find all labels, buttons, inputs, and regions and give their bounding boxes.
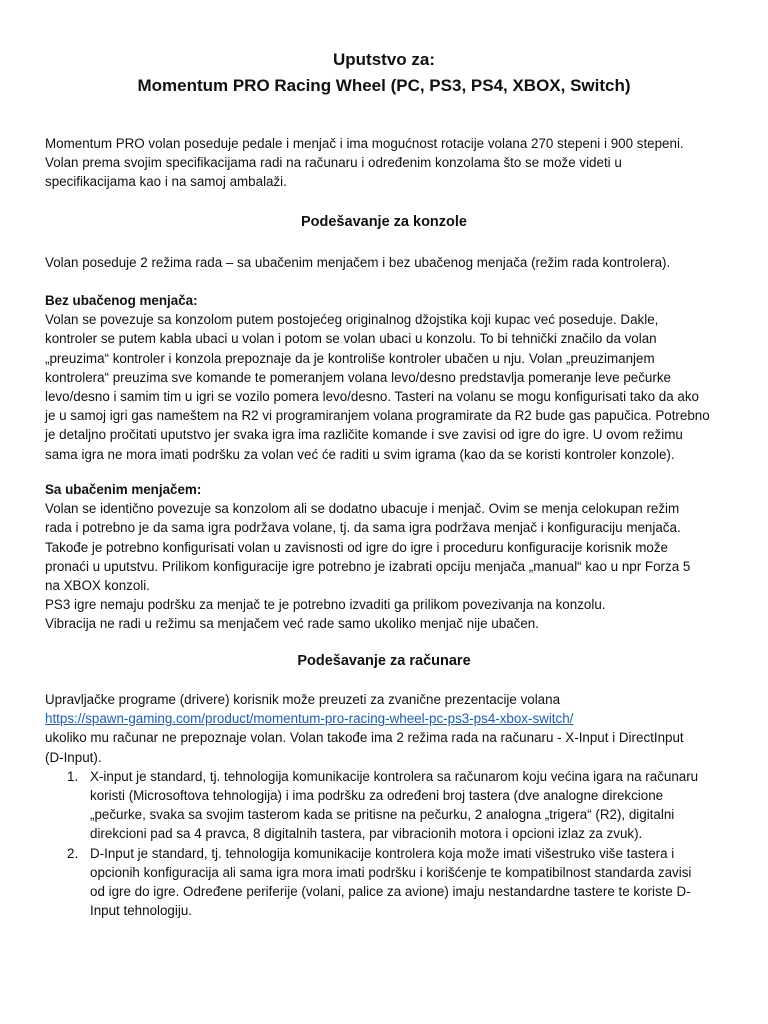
intro-line: Momentum PRO volan poseduje pedale i menjač i ima mogućnost rotacije volana 270 stepeni i 900 stepeni. — [45, 136, 684, 151]
intro-line: specifikacijama kao i na samoj ambalaži. — [45, 174, 287, 190]
console-intro — [45, 253, 735, 272]
with-shifter-subheading: Sa ubačenim menjačem: — [45, 482, 202, 497]
pc-intro-line: Upravljačke programe (drivere) korisnik može preuzeti za zvanične prezentacije volana — [45, 692, 561, 707]
with-shifter-line: rada i potrebno je da sama igra podržava volane, tj. da sama igra podržava menjač i konfiguraciju menjača. — [45, 520, 681, 536]
list-item-line: opcionih konfiguracija ali sama igra mora imati podršku i korišćenje te kompatibilnost standarda zavisi — [90, 864, 692, 880]
without-shifter-line: levo/desno i samim tim u igri se vozilo pomera levo/desno. Tasteri na volanu se mogu konfigurisati tako da ako — [45, 389, 699, 405]
list-item-line: D-Input je standard, tj. tehnologija komunikacije kontrolera koja može imati višestruko više tastera i — [90, 845, 675, 861]
intro-paragraph — [45, 134, 735, 192]
pc-section-heading: Podešavanje za računare — [297, 653, 471, 669]
pc-intro-line: (D-Input). — [45, 749, 102, 765]
list-item — [45, 844, 735, 921]
without-shifter-line: sama igra ne mora imati podršku za volan već će raditi u svim igrama (kao da se koristi kontroler konzole). — [45, 446, 675, 462]
list-item-line: „pečurke, svaka sa svojim tasterom kada se pritisne na pečurku, 2 analogna „trigera“ (R2), digitalni — [90, 807, 675, 823]
intro-line: Volan prema svojim specifikacijama radi na računaru i određenim konzolama što se može videti u — [45, 155, 622, 171]
with-shifter-line: Vibracija ne radi u režimu sa menjačem već rade samo ukoliko menjač nije ubačen. — [45, 616, 539, 632]
list-item-line: od igre do igre. Određene periferije (volani, palice za avione) imaju nestandardne tastere te koriste D- — [90, 884, 691, 900]
with-shifter-line: Takođe je potrebno konfigurisati volan u zavisnosti od igre do igre i proceduru konfiguracije korisnik može — [45, 539, 669, 555]
list-item-number: 2. — [67, 845, 79, 861]
list-item-line: Input tehnologiju. — [90, 903, 192, 919]
console-section-heading: Podešavanje za konzole — [300, 214, 467, 230]
without-shifter-line: je detaljno pročitati uputstvo jer svaka igra ima različite komande i sve zavisi od igre do igre. U ovom režimu — [45, 427, 683, 443]
without-shifter-line: kontrolera“ preuzima sve komande te pomeranjem volana levo/desno predstavlja pomeranje leve pečurke — [45, 369, 671, 385]
without-shifter-line: Volan se povezuje sa konzolom putem postojećeg originalnog džojstika koji kupac već poseduje. Dakle, — [45, 312, 659, 328]
with-shifter-line: PS3 igre nemaju podršku za menjač te je potrebno izvaditi ga prilikom povezivanja na konzolu. — [45, 597, 606, 613]
without-shifter-line: „preuzima“ kontroler i konzola prepoznaje da je kontroliše kontroler ubačen u nju. Volan „preuzimanjem — [45, 350, 655, 366]
document-title-line2: Momentum PRO Racing Wheel (PC, PS3, PS4, XBOX, Switch) — [137, 76, 631, 95]
list-item — [45, 767, 735, 844]
list-item-line: X-input je standard, tj. tehnologija komunikacije kontrolera sa računarom koju većina igara na računaru — [90, 768, 699, 784]
list-item-number: 1. — [67, 768, 79, 784]
input-standards-list — [45, 767, 735, 921]
document-title-line1: Uputstvo za: — [333, 50, 435, 69]
list-item-line: koristi (Microsoftova tehnologija) i ima podršku za određeni broj tastera (dve analogne direkcione — [90, 788, 664, 804]
with-shifter-line: Volan se identično povezuje sa konzolom ali se dodatno ubacuje i menjač. Ovim se menja celokupan režim — [45, 501, 680, 517]
pc-section-block — [45, 690, 735, 920]
list-item-line: direkcioni pad sa 4 pravca, 8 digitalnih tastera, par vibracionih motora i opcioni izlaz za zvuk). — [90, 826, 643, 842]
without-shifter-subheading: Bez ubačenog menjača: — [45, 293, 198, 308]
console-intro-line: Volan poseduje 2 režima rada – sa ubačenim menjačem i bez ubačenog menjača (režim rada kontrolera). — [45, 255, 671, 270]
with-shifter-block — [45, 480, 735, 634]
with-shifter-line: na XBOX konzoli. — [45, 578, 150, 594]
without-shifter-line: kontroler se putem kabla ubaci u volan i potom se volan ubaci u konzolu. To bi tehnički značilo da volan — [45, 331, 657, 347]
driver-download-link[interactable]: https://spawn-gaming.com/product/momentum-pro-racing-wheel-pc-ps3-ps4-xbox-switch/ — [45, 711, 574, 727]
without-shifter-line: je u samoj igri gas nameštem na R2 vi programiranjem volana programirate da R2 bude gas papučica. Potrebno — [45, 408, 710, 424]
without-shifter-block — [45, 291, 735, 464]
pc-intro-line: ukoliko mu računar ne prepoznaje volan. Volan takođe ima 2 režima rada na računaru - X-Input i DirectInput — [45, 730, 684, 746]
with-shifter-line: pronaći u uputstvu. Prilikom konfiguracije igre potrebno je izabrati opciju menjača „manual“ kao u npr Forza 5 — [45, 558, 691, 574]
